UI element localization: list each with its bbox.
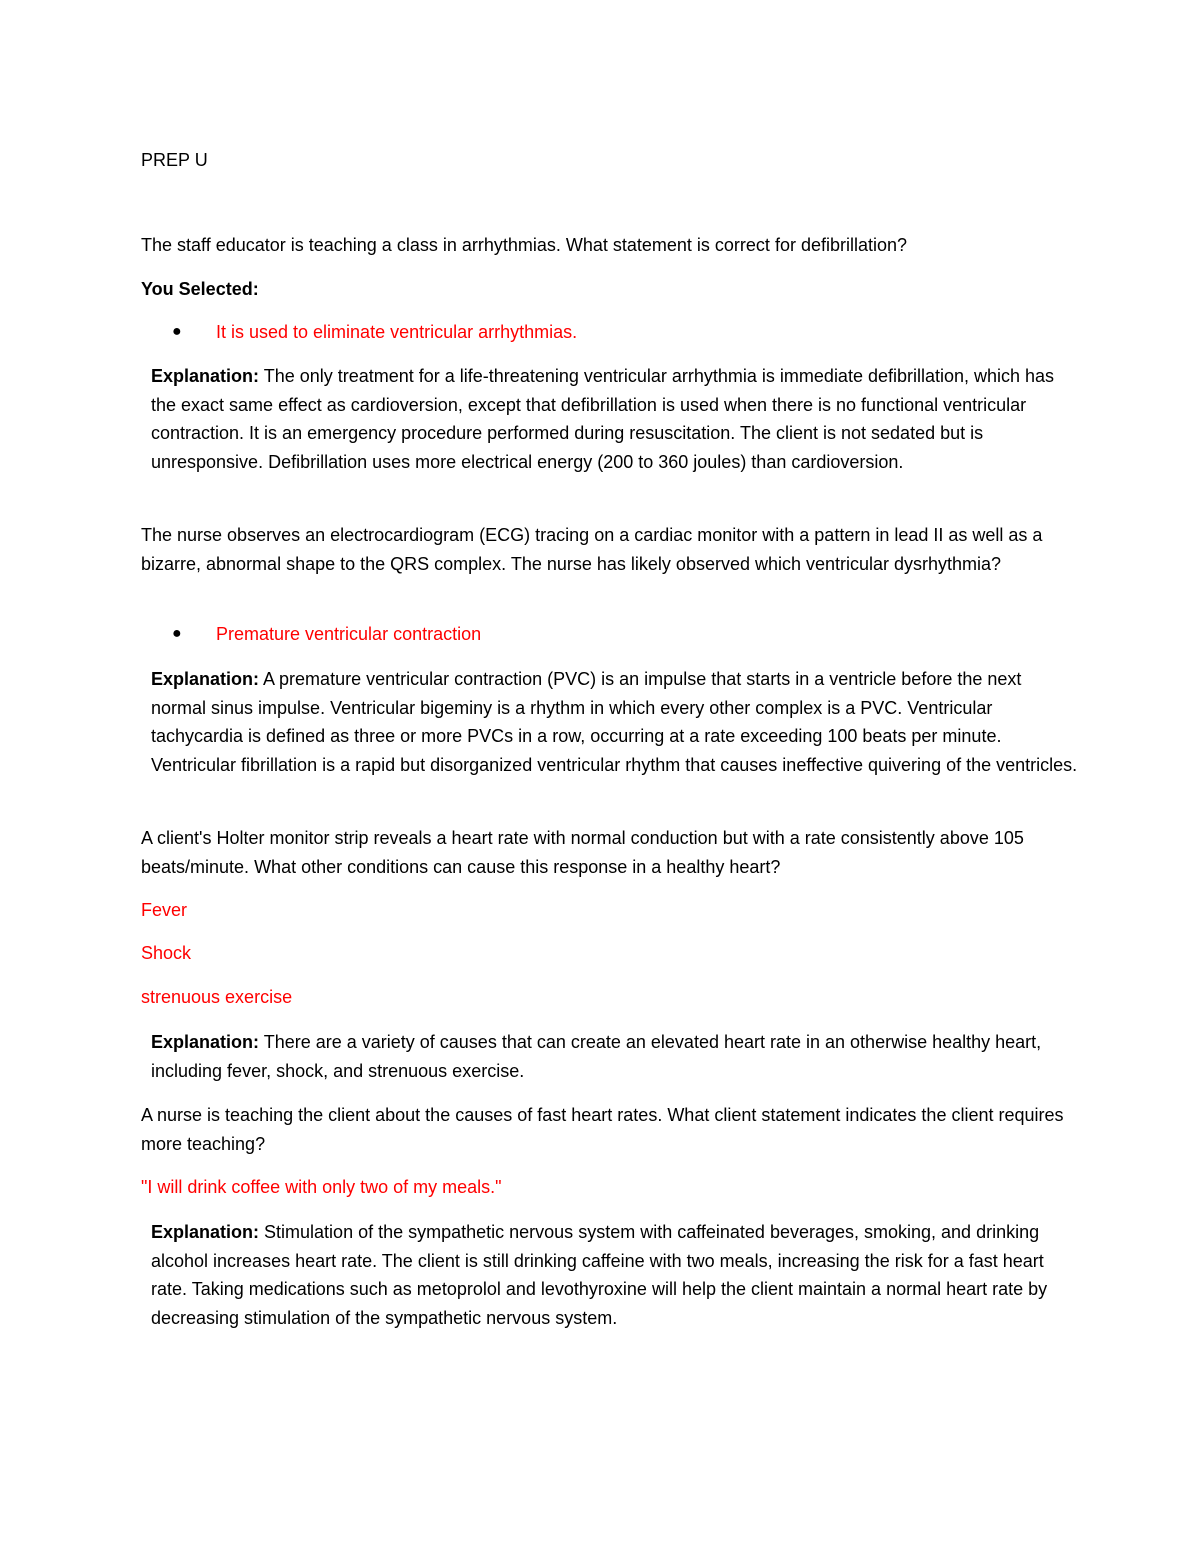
you-selected-label: You Selected: (141, 279, 259, 299)
explanation-label: Explanation: (151, 1032, 260, 1052)
explanation-label: Explanation: (151, 669, 260, 689)
answer-2-item (172, 620, 481, 648)
answer-1-item (172, 318, 577, 346)
explanation-label: Explanation: (151, 1222, 260, 1242)
question-2: The nurse observes an electrocardiogram (ECG) tracing on a cardiac monitor with a pattern in lead II as well as a bizarre, abnormal shape to the QRS complex. The nurse has likely observed which ventricular dysrhythmia? (141, 525, 1043, 574)
explanation-4 (141, 1218, 1081, 1332)
answer-3-exercise: strenuous exercise (141, 987, 293, 1007)
page-title: PREP U (141, 150, 208, 170)
question-4: A nurse is teaching the client about the causes of fast heart rates. What client statement indicates the client requires more teaching? (141, 1105, 1064, 1154)
bullet-icon: ● (172, 625, 182, 642)
question-1: The staff educator is teaching a class in arrhythmias. What statement is correct for defibrillation? (141, 235, 908, 255)
answer-2: Premature ventricular contraction (216, 624, 482, 644)
explanation-label: Explanation: (151, 366, 260, 386)
answer-3-fever: Fever (141, 900, 188, 920)
explanation-1 (141, 362, 1081, 476)
explanation-text: Stimulation of the sympathetic nervous system with caffeinated beverages, smoking, and drinking alcohol increases heart rate. The client is still drinking caffeine with two meals, increasing the risk for a fast heart rate. Taking medications such as metoprolol and levothyroxine will help the client maintain a normal heart rate by decreasing stimulation of the sympathetic nervous system. (151, 1222, 1048, 1328)
answer-4: "I will drink coffee with only two of my meals." (141, 1177, 502, 1197)
answer-3-shock: Shock (141, 943, 192, 963)
explanation-3 (141, 1028, 1081, 1085)
explanation-2 (141, 665, 1081, 779)
question-3: A client's Holter monitor strip reveals a heart rate with normal conduction but with a rate consistently above 105 beats/minute. What other conditions can cause this response in a healthy heart? (141, 828, 1024, 877)
answer-1: It is used to eliminate ventricular arrhythmias. (216, 322, 578, 342)
explanation-text: There are a variety of causes that can create an elevated heart rate in an otherwise healthy heart, including fever, shock, and strenuous exercise. (151, 1032, 1042, 1081)
explanation-text: A premature ventricular contraction (PVC) is an impulse that starts in a ventricle before the next normal sinus impulse. Ventricular bigeminy is a rhythm in which every other complex is a PVC. Ventricular tachycardia is defined as three or more PVCs in a row, occurring at a rate exceeding 100 beats per minute. Ventricular fibrillation is a rapid but disorganized ventricular rhythm that causes ineffective quivering of the ventricles. (151, 669, 1078, 775)
explanation-text: The only treatment for a life-threatening ventricular arrhythmia is immediate defibrillation, which has the exact same effect as cardioversion, except that defibrillation is used when there is no functional ventricular contraction. It is an emergency procedure performed during resuscitation. The client is not sedated but is unresponsive. Defibrillation uses more electrical energy (200 to 360 joules) than cardioversion. (151, 366, 1055, 472)
bullet-icon: ● (172, 323, 182, 340)
